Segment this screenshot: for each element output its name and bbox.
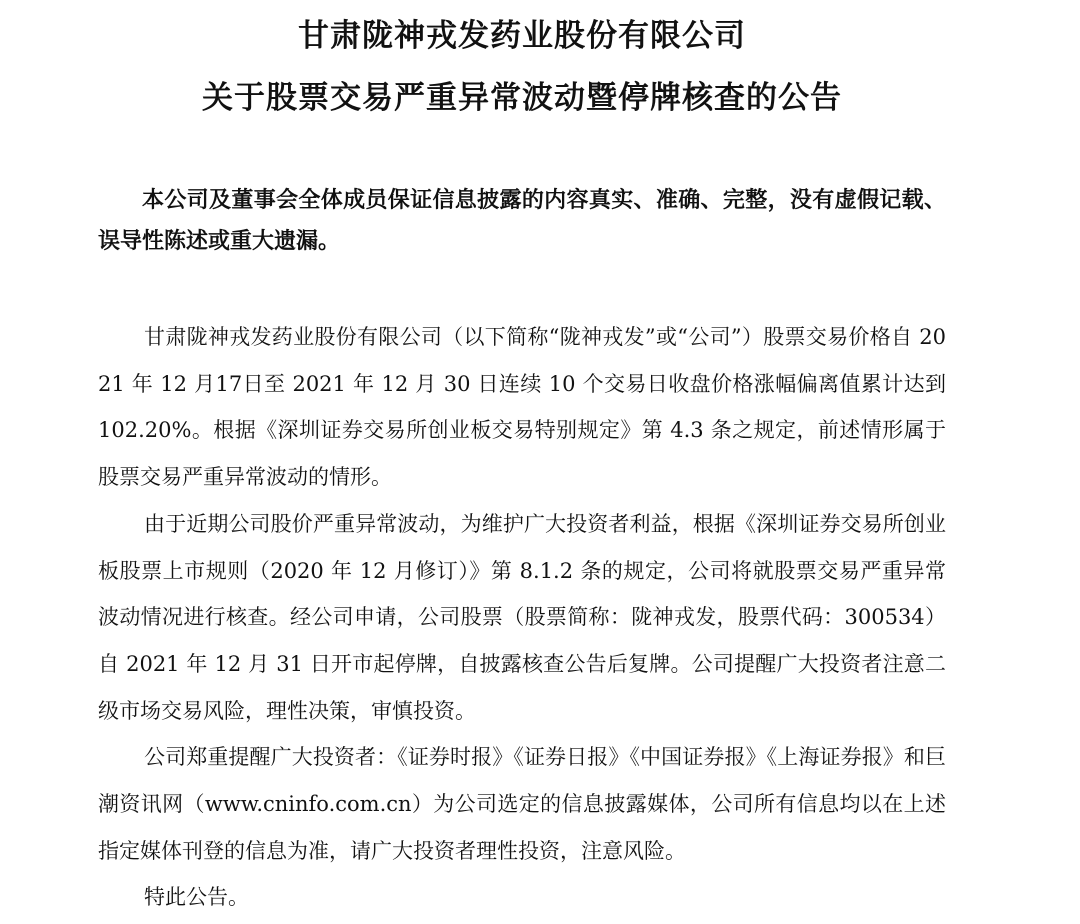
announcement-body xyxy=(98,314,946,921)
paragraph-suspension: 由于近期公司股价严重异常波动，为维护广大投资者利益，根据《深圳证券交易所创业板股票上市规则（2020 年 12 月修订）》第 8.1.2 条的规定，公司将就股票交易严重异常波动情况进行核查。经公司申请，公司股票（股票简称：陇神戎发，股票代码：300534）自 2021 年 12 月 31 日开市起停牌，自披露核查公告后复牌。公司提醒广大投资者注意二级市场交易风险，理性决策，审慎投资。 xyxy=(98,511,946,723)
paragraph-price-deviation: 甘肃陇神戎发药业股份有限公司（以下简称“陇神戎发”或“公司”）股票交易价格自 2021 年 12 月17日至 2021 年 12 月 30 日连续 10 个交易日收盘价格涨幅偏离值累计达到 102.20%。根据《深圳证券交易所创业板交易特别规定》第 4.3 条之规定，前述情形属于股票交易严重异常波动的情形。 xyxy=(98,325,946,490)
company-title: 甘肃陇神戎发药业股份有限公司 xyxy=(298,18,746,54)
announcement-title: 关于股票交易严重异常波动暨停牌核查的公告 xyxy=(202,80,842,116)
board-statement: 本公司及董事会全体成员保证信息披露的内容真实、准确、完整，没有虚假记载、误导性陈述或重大遗漏。 xyxy=(98,188,946,254)
paragraph-media-notice: 公司郑重提醒广大投资者：《证券时报》《证券日报》《中国证券报》《上海证券报》和巨潮资讯网（www.cninfo.com.cn）为公司选定的信息披露媒体，公司所有信息均以在上述指定媒体刊登的信息为准，请广大投资者理性投资，注意风险。 xyxy=(98,745,946,863)
closing-text: 特此公告。 xyxy=(144,885,249,910)
